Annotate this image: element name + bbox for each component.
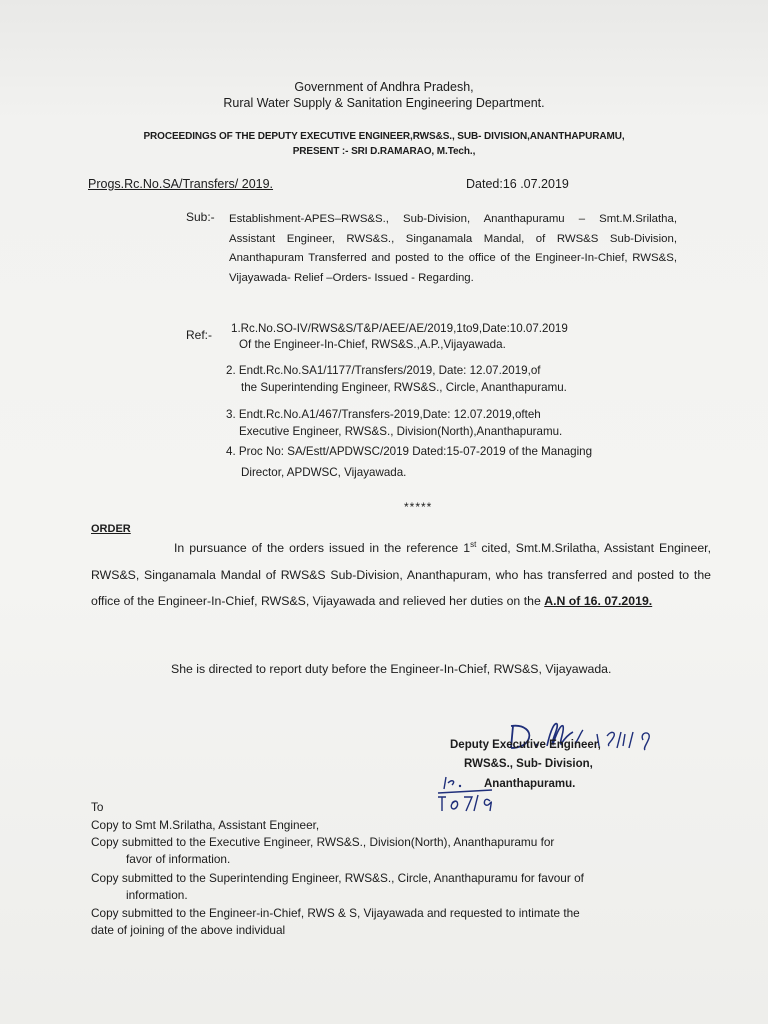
signatory-location: Ananthapuramu.	[484, 778, 576, 790]
reference-item-3-cont: Executive Engineer, RWS&S., Division(North),Ananthapuramu.	[239, 425, 563, 438]
header-government: Government of Andhra Pradesh,	[294, 80, 474, 94]
copy-line-4-cont: date of joining of the above individual	[91, 923, 286, 937]
handwritten-initials	[432, 773, 522, 813]
subject-text: Establishment-APES–RWS&S., Sub-Division, Ananthapuramu – Smt.M.Srilatha, Assistant Engineer, RWS&S., Singanamala Mandal, of RWS&S Sub-Division, Ananthapuram Transferred and posted to the office of the Engineer-In-Chief, RWS&S, Vijayawada- Relief –Orders- Issued - Regarding.	[229, 213, 677, 284]
reference-item-1: 1.Rc.No.SO-IV/RWS&S/T&P/AEE/AE/2019,1to9,Date:10.07.2019	[231, 322, 568, 335]
handwritten-signature	[503, 718, 683, 758]
copy-line-1: Copy to Smt M.Srilatha, Assistant Engineer,	[91, 818, 320, 832]
signatory-designation: Deputy Executive Engineer,	[450, 739, 601, 751]
order-text-a: In pursuance of the orders issued in the reference 1	[174, 541, 471, 555]
reference-item-2: 2. Endt.Rc.No.SA1/1177/Transfers/2019, Date: 12.07.2019,of	[226, 364, 541, 377]
relief-date: A.N of 16. 07.2019.	[544, 594, 653, 608]
proceedings-number: Progs.Rc.No.SA/Transfers/ 2019.	[88, 177, 274, 191]
copy-line-4: Copy submitted to the Engineer-in-Chief, RWS & S, Vijayawada and requested to intimate the	[91, 906, 580, 920]
reference-item-4-cont: Director, APDWSC, Vijayawada.	[241, 466, 407, 479]
order-heading: ORDER	[91, 523, 131, 535]
header-department: Rural Water Supply & Sanitation Engineering Department.	[223, 96, 545, 110]
copy-line-2-cont: favor of information.	[126, 852, 231, 866]
reference-label: Ref:-	[186, 328, 213, 342]
header-proceedings: PROCEEDINGS OF THE DEPUTY EXECUTIVE ENGINEER,RWS&S., SUB- DIVISION,ANANTHAPURAMU,	[143, 131, 625, 142]
directive-text: She is directed to report duty before the Engineer-In-Chief, RWS&S, Vijayawada.	[171, 662, 612, 676]
section-separator: *****	[404, 500, 433, 514]
order-paragraph	[91, 535, 711, 615]
reference-item-4: 4. Proc No: SA/Estt/APDWSC/2019 Dated:15-07-2019 of the Managing	[226, 445, 593, 458]
order-superscript: st	[470, 539, 477, 549]
signatory-office: RWS&S., Sub- Division,	[464, 758, 593, 770]
reference-item-3: 3. Endt.Rc.No.A1/467/Transfers-2019,Date: 12.07.2019,ofteh	[226, 408, 541, 421]
to-label: To	[91, 800, 104, 814]
subject-label: Sub:-	[186, 210, 215, 224]
reference-item-1-cont: Of the Engineer-In-Chief, RWS&S.,A.P.,Vijayawada.	[239, 338, 506, 351]
proceedings-date: Dated:16 .07.2019	[466, 177, 569, 191]
reference-item-2-cont: the Superintending Engineer, RWS&S., Circle, Ananthapuramu.	[241, 381, 567, 394]
header-present: PRESENT :- SRI D.RAMARAO, M.Tech.,	[292, 146, 476, 157]
order-text-b: cited, Smt.M.Srilatha, Assistant Engineer, RWS&S, Singanamala Mandal of RWS&S Sub-Division, Ananthapuram, who has transferred and posted to the office of the Engineer-In-Chief, RWS&S, Vijayawada and relieved her duties on the	[91, 541, 712, 608]
copy-line-3: Copy submitted to the Superintending Engineer, RWS&S., Circle, Ananthapuramu for favour of	[91, 871, 584, 885]
copy-line-2: Copy submitted to the Executive Engineer, RWS&S., Division(North), Ananthapuramu for	[91, 835, 555, 849]
copy-line-3-cont: information.	[126, 888, 188, 902]
